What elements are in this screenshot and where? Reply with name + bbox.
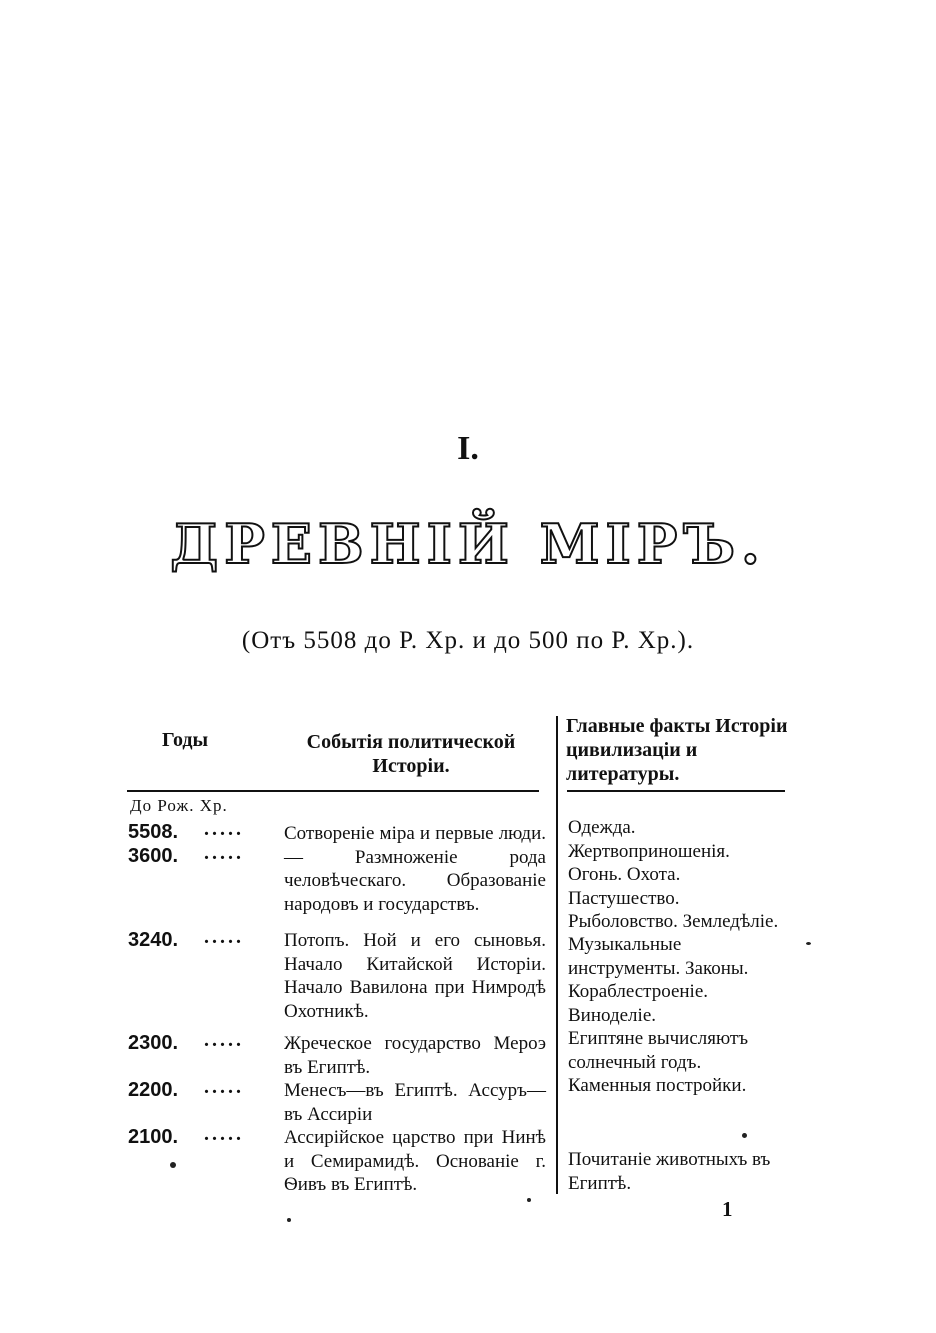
column-header-events: Событія политической Исторіи. [306,731,516,777]
leader-dots: ..... [204,1123,244,1145]
year-2300: 2300. [128,1032,179,1054]
culture-entry: Музыкальные инструменты. Законы. [568,934,749,979]
leader-dots: ..... [204,1029,244,1051]
year-2100: 2100. [128,1126,179,1148]
event-entry: Жреческое государство Мероэ въ Египтѣ. [284,1033,546,1078]
event-entry: Потопъ. Ной и его сыновья. Начало Китайской Исторіи. Начало Вавилона при Нимродѣ Охотникѣ. [284,930,546,1022]
event-entry: Менесъ—въ Египтѣ. Ассуръ—въ Ассиріи [284,1080,546,1125]
year-3240: 3240. [128,929,179,951]
event-entry: Ассирійское царство при Нинѣ и Семирамидѣ. Основаніе г. Ѳивъ въ Египтѣ. [284,1127,546,1195]
year-2200: 2200. [128,1079,179,1101]
culture-entry: Египтяне вычисляютъ солнечный годъ. [568,1028,749,1073]
chapter-subtitle: (Отъ 5508 до Р. Хр. и до 500 по Р. Хр.). [241,627,695,654]
ink-speck [287,1218,291,1222]
ink-speck [527,1198,531,1202]
culture-entry: Каменныя постройки. [568,1075,747,1096]
year-3600: 3600. [128,845,179,867]
leader-dots: ..... [204,818,244,840]
ink-speck [806,942,811,945]
culture-entry: Почитаніе животныхъ въ Египтѣ. [568,1149,771,1194]
column-header-culture: Главные факты Исторіи цивилизаціи и литературы. [566,715,788,785]
culture-entry: Кораблестроеніе. Виноделіе. [568,981,709,1026]
leader-dots: ..... [204,842,244,864]
leader-dots: ..... [204,1076,244,1098]
era-label: До Рож. Хр. [130,796,228,815]
header-rule-right [567,790,785,792]
column-header-years: Годы [162,729,209,751]
leader-dots: ..... [204,926,244,948]
chapter-numeral: I. [457,430,479,467]
culture-entry: Одежда. Жертвоприношенія. [568,817,730,862]
chapter-title: ДРЕВНІЙ МІРЪ. [170,512,766,576]
column-divider [556,716,558,1194]
event-entry: Сотвореніе міра и первые люди. — Размноженіе рода человѣческаго. Образованіе народовъ и государствъ. [284,823,546,915]
ink-speck [742,1133,747,1138]
header-rule-left [127,790,539,792]
year-5508: 5508. [128,821,179,843]
culture-entry: Огонь. Охота. Пастушество. Рыболовство. Земледѣліе. [568,864,779,932]
page-number: 1 [722,1197,733,1221]
ink-speck [170,1162,176,1168]
